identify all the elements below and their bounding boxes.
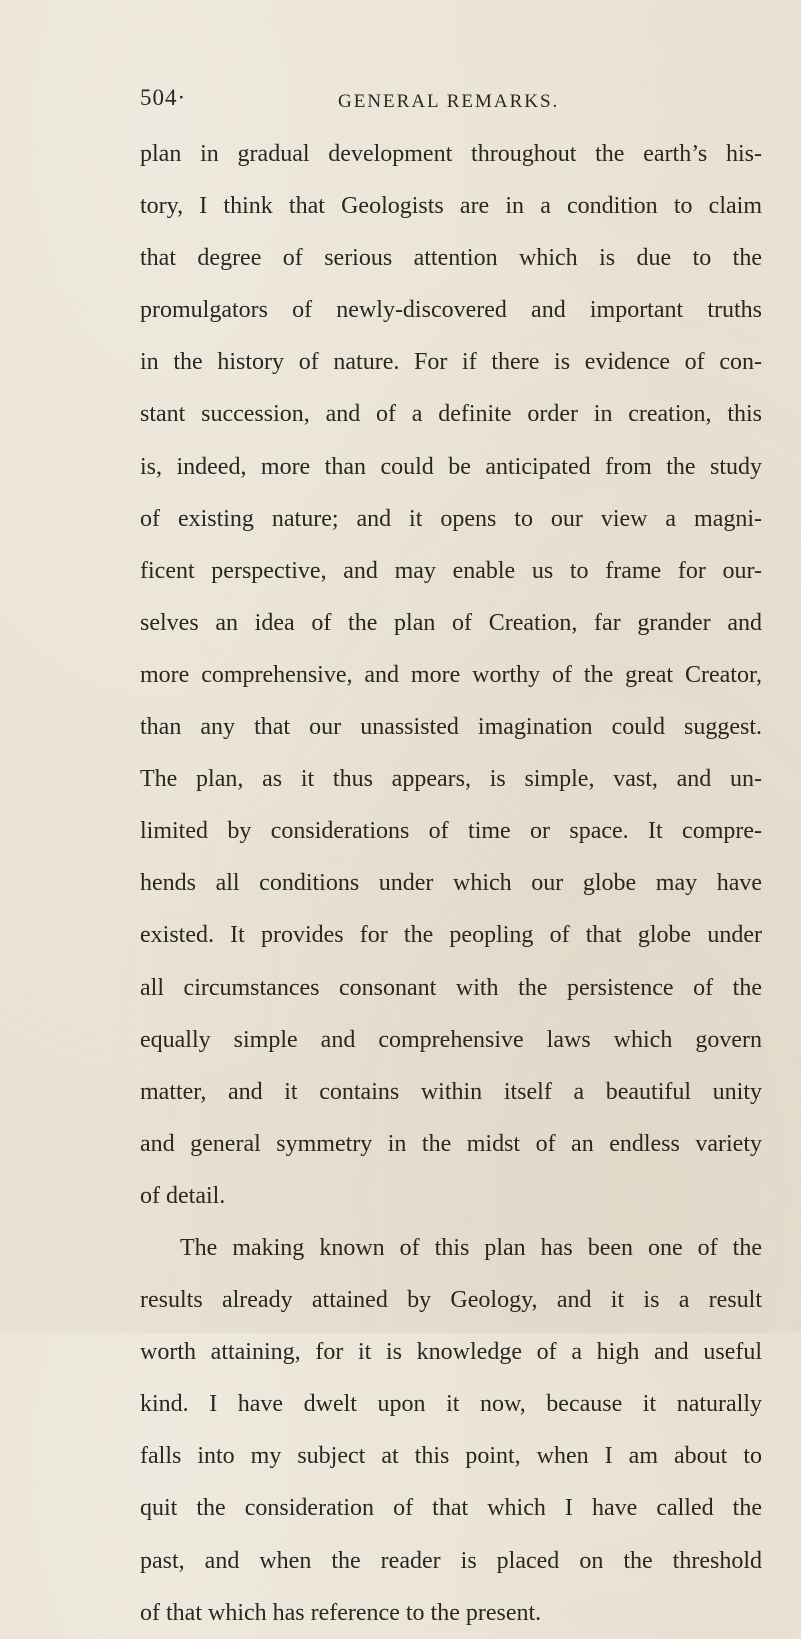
page-number: 504· bbox=[140, 85, 187, 110]
text-line: promulgators of newly-discovered and important truths bbox=[140, 297, 762, 324]
text-line: of that which has reference to the present. bbox=[140, 1599, 542, 1626]
text-line: existed. It provides for the peopling of that globe under bbox=[140, 922, 762, 949]
running-head: GENERAL REMARKS. bbox=[338, 91, 560, 112]
text-line: results already attained by Geology, and it is a result bbox=[140, 1287, 762, 1314]
page-header bbox=[140, 85, 760, 125]
text-line: that degree of serious attention which is due to the bbox=[140, 245, 762, 272]
text-line: of detail. bbox=[140, 1182, 226, 1209]
text-line: equally simple and comprehensive laws which govern bbox=[140, 1026, 762, 1053]
text-line: worth attaining, for it is knowledge of a high and useful bbox=[140, 1339, 762, 1366]
text-line: is, indeed, more than could be anticipated from the study bbox=[140, 453, 762, 480]
text-line: hends all conditions under which our globe may have bbox=[140, 870, 762, 897]
text-line: plan in gradual development throughout the earth’s his- bbox=[140, 141, 762, 167]
text-line: than any that our unassisted imagination could suggest. bbox=[140, 714, 762, 741]
text-line: in the history of nature. For if there is evidence of con- bbox=[140, 349, 762, 376]
text-line: ficent perspective, and may enable us to frame for our- bbox=[140, 557, 762, 584]
text-line: falls into my subject at this point, when I am about to bbox=[140, 1443, 762, 1470]
text-line: all circumstances consonant with the persistence of the bbox=[140, 974, 762, 1001]
text-line: kind. I have dwelt upon it now, because it naturally bbox=[140, 1391, 762, 1418]
text-line: of existing nature; and it opens to our view a magni- bbox=[140, 505, 762, 532]
text-line: The making known of this plan has been one of the bbox=[180, 1234, 762, 1261]
text-line: and general symmetry in the midst of an endless variety bbox=[140, 1130, 762, 1157]
body-text bbox=[140, 128, 762, 1639]
text-line: The plan, as it thus appears, is simple, vast, and un- bbox=[140, 766, 762, 793]
text-line: limited by considerations of time or space. It compre- bbox=[140, 818, 762, 845]
text-line: past, and when the reader is placed on the threshold bbox=[140, 1547, 762, 1574]
text-line: tory, I think that Geologists are in a condition to claim bbox=[140, 193, 762, 220]
text-line: more comprehensive, and more worthy of the great Creator, bbox=[140, 661, 762, 688]
text-line: quit the consideration of that which I have called the bbox=[140, 1495, 762, 1522]
text-line: stant succession, and of a definite order in creation, this bbox=[140, 401, 762, 428]
text-line: matter, and it contains within itself a beautiful unity bbox=[140, 1078, 762, 1105]
text-line: selves an idea of the plan of Creation, far grander and bbox=[140, 609, 762, 636]
